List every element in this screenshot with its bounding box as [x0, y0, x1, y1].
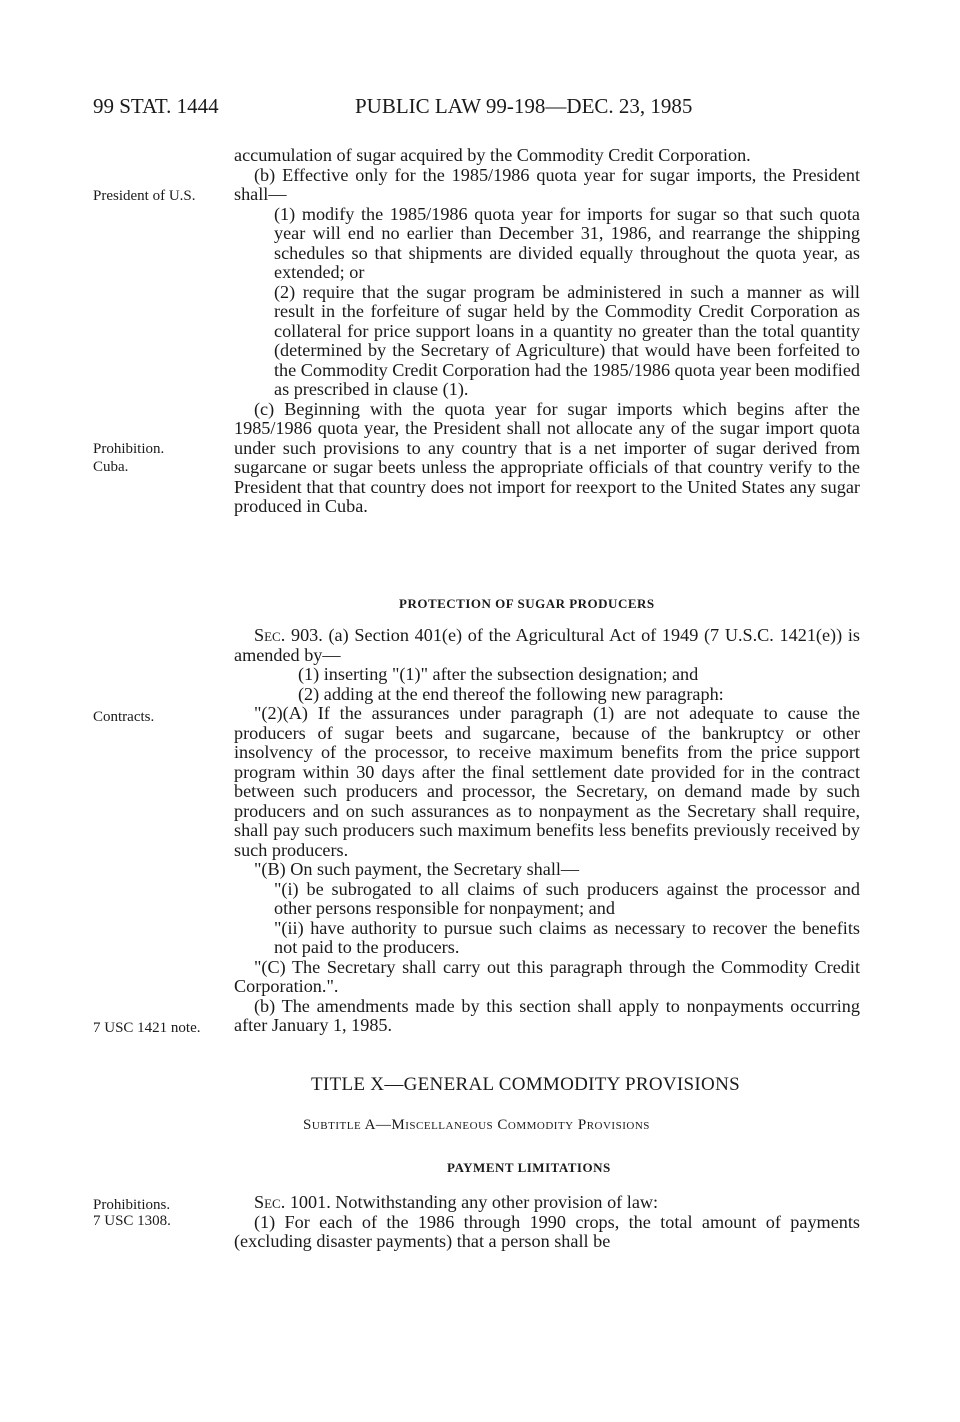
paragraph-b-1: (1) modify the 1985/1986 quota year for imports for sugar so that such quota year will end no earlier than December 31, 1986, and rearrange the shipping schedules so that shipments are divided equally throughout the quota year, as extended; or — [274, 203, 860, 282]
sec-903-para-b-ii: "(ii) have authority to pursue such claims as necessary to recover the benefits not paid to the producers. — [274, 917, 860, 957]
margin-note-contracts: Contracts. — [93, 709, 155, 725]
sec-903-para-b: "(B) On such payment, the Secretary shall— — [254, 859, 580, 879]
sec-label: Sec. — [254, 625, 286, 645]
section-sugar-imports — [234, 146, 860, 517]
section-1001 — [234, 1193, 860, 1252]
heading-payment-limitations: PAYMENT LIMITATIONS — [447, 1160, 611, 1175]
margin-note-prohibitions: Prohibitions. — [93, 1197, 171, 1213]
sec-903-para-b-i: "(i) be subrogated to all claims of such producers against the processor and other persons responsible for nonpayment; and — [274, 878, 860, 918]
section-903 — [234, 626, 860, 1036]
public-law-title: PUBLIC LAW 99-198—DEC. 23, 1985 — [355, 94, 693, 118]
title-x-heading: TITLE X—GENERAL COMMODITY PROVISIONS — [311, 1074, 740, 1095]
sec-1001-text: 1001. Notwithstanding any other provision of law: — [285, 1192, 659, 1212]
subtitle-a-heading: Subtitle A—Miscellaneous Commodity Provisions — [303, 1117, 650, 1133]
sec-1001-item-1: (1) For each of the 1986 through 1990 crops, the total amount of payments (excluding disaster payments) that a person shall be — [234, 1211, 860, 1251]
margin-note-usc-1421: 7 USC 1421 note. — [93, 1020, 201, 1036]
sec-903-para-c: "(C) The Secretary shall carry out this paragraph through the Commodity Credit Corporation.". — [234, 956, 860, 996]
margin-note-prohibition: Prohibition. — [93, 441, 165, 457]
sec-label: Sec. — [254, 1192, 286, 1212]
sec-903-b: (b) The amendments made by this section shall apply to nonpayments occurring after January 1, 1985. — [234, 995, 860, 1035]
paragraph-c: (c) Beginning with the quota year for sugar imports which begins after the 1985/1986 quota year, the President shall not allocate any of the sugar import quota under such provisions to any country that is a net importer of sugar derived from sugarcane or sugar beets unless the appropriate officials of that country verify to the President that that country does not import for reexport to the United States any sugar produced in Cuba. — [234, 398, 860, 516]
sec-903-item-2: (2) adding at the end thereof the following new paragraph: — [298, 683, 724, 704]
sec-1001-intro — [234, 1193, 860, 1213]
stat-reference: 99 STAT. 1444 — [93, 94, 219, 118]
sec-903-item-1: (1) inserting "(1)" after the subsection designation; and — [298, 664, 699, 684]
sec-903-intro — [234, 626, 860, 665]
margin-note-president: President of U.S. — [93, 188, 196, 204]
page-header — [93, 94, 893, 124]
paragraph: accumulation of sugar acquired by the Commodity Credit Corporation. — [234, 145, 751, 165]
paragraph-b-2: (2) require that the sugar program be administered in such a manner as will result in the forfeiture of sugar held by the Commodity Credit Corporation as collateral for price support loans in a quantity no greater than the total quantity (determined by the Secretary of Agriculture) that would have been forfeited to the Commodity Credit Corporation had the 1985/1986 quota year been modified as prescribed in clause (1). — [274, 281, 860, 399]
margin-note-cuba: Cuba. — [93, 459, 129, 475]
sec-903-text: 903. (a) Section 401(e) of the Agricultural Act of 1949 (7 U.S.C. 1421(e)) is amended by— — [234, 625, 860, 665]
heading-protection-sugar-producers: PROTECTION OF SUGAR PRODUCERS — [399, 596, 655, 611]
paragraph-b: (b) Effective only for the 1985/1986 quota year for sugar imports, the President shall— — [234, 164, 860, 204]
margin-note-usc-1308: 7 USC 1308. — [93, 1213, 171, 1229]
sec-903-para-2a: "(2)(A) If the assurances under paragraph (1) are not adequate to cause the producers of sugar beets and sugarcane, because of the bankruptcy or other insolvency of the processor, to receive maximum benefits from the price support program within 30 days after the final settlement date provided for in the contract between such producers and processor, the Secretary, on demand made by such producers and on such assurances as to nonpayment as the Secretary shall require, shall pay such producers such maximum benefits less benefits previously received by such producers. — [234, 703, 860, 860]
